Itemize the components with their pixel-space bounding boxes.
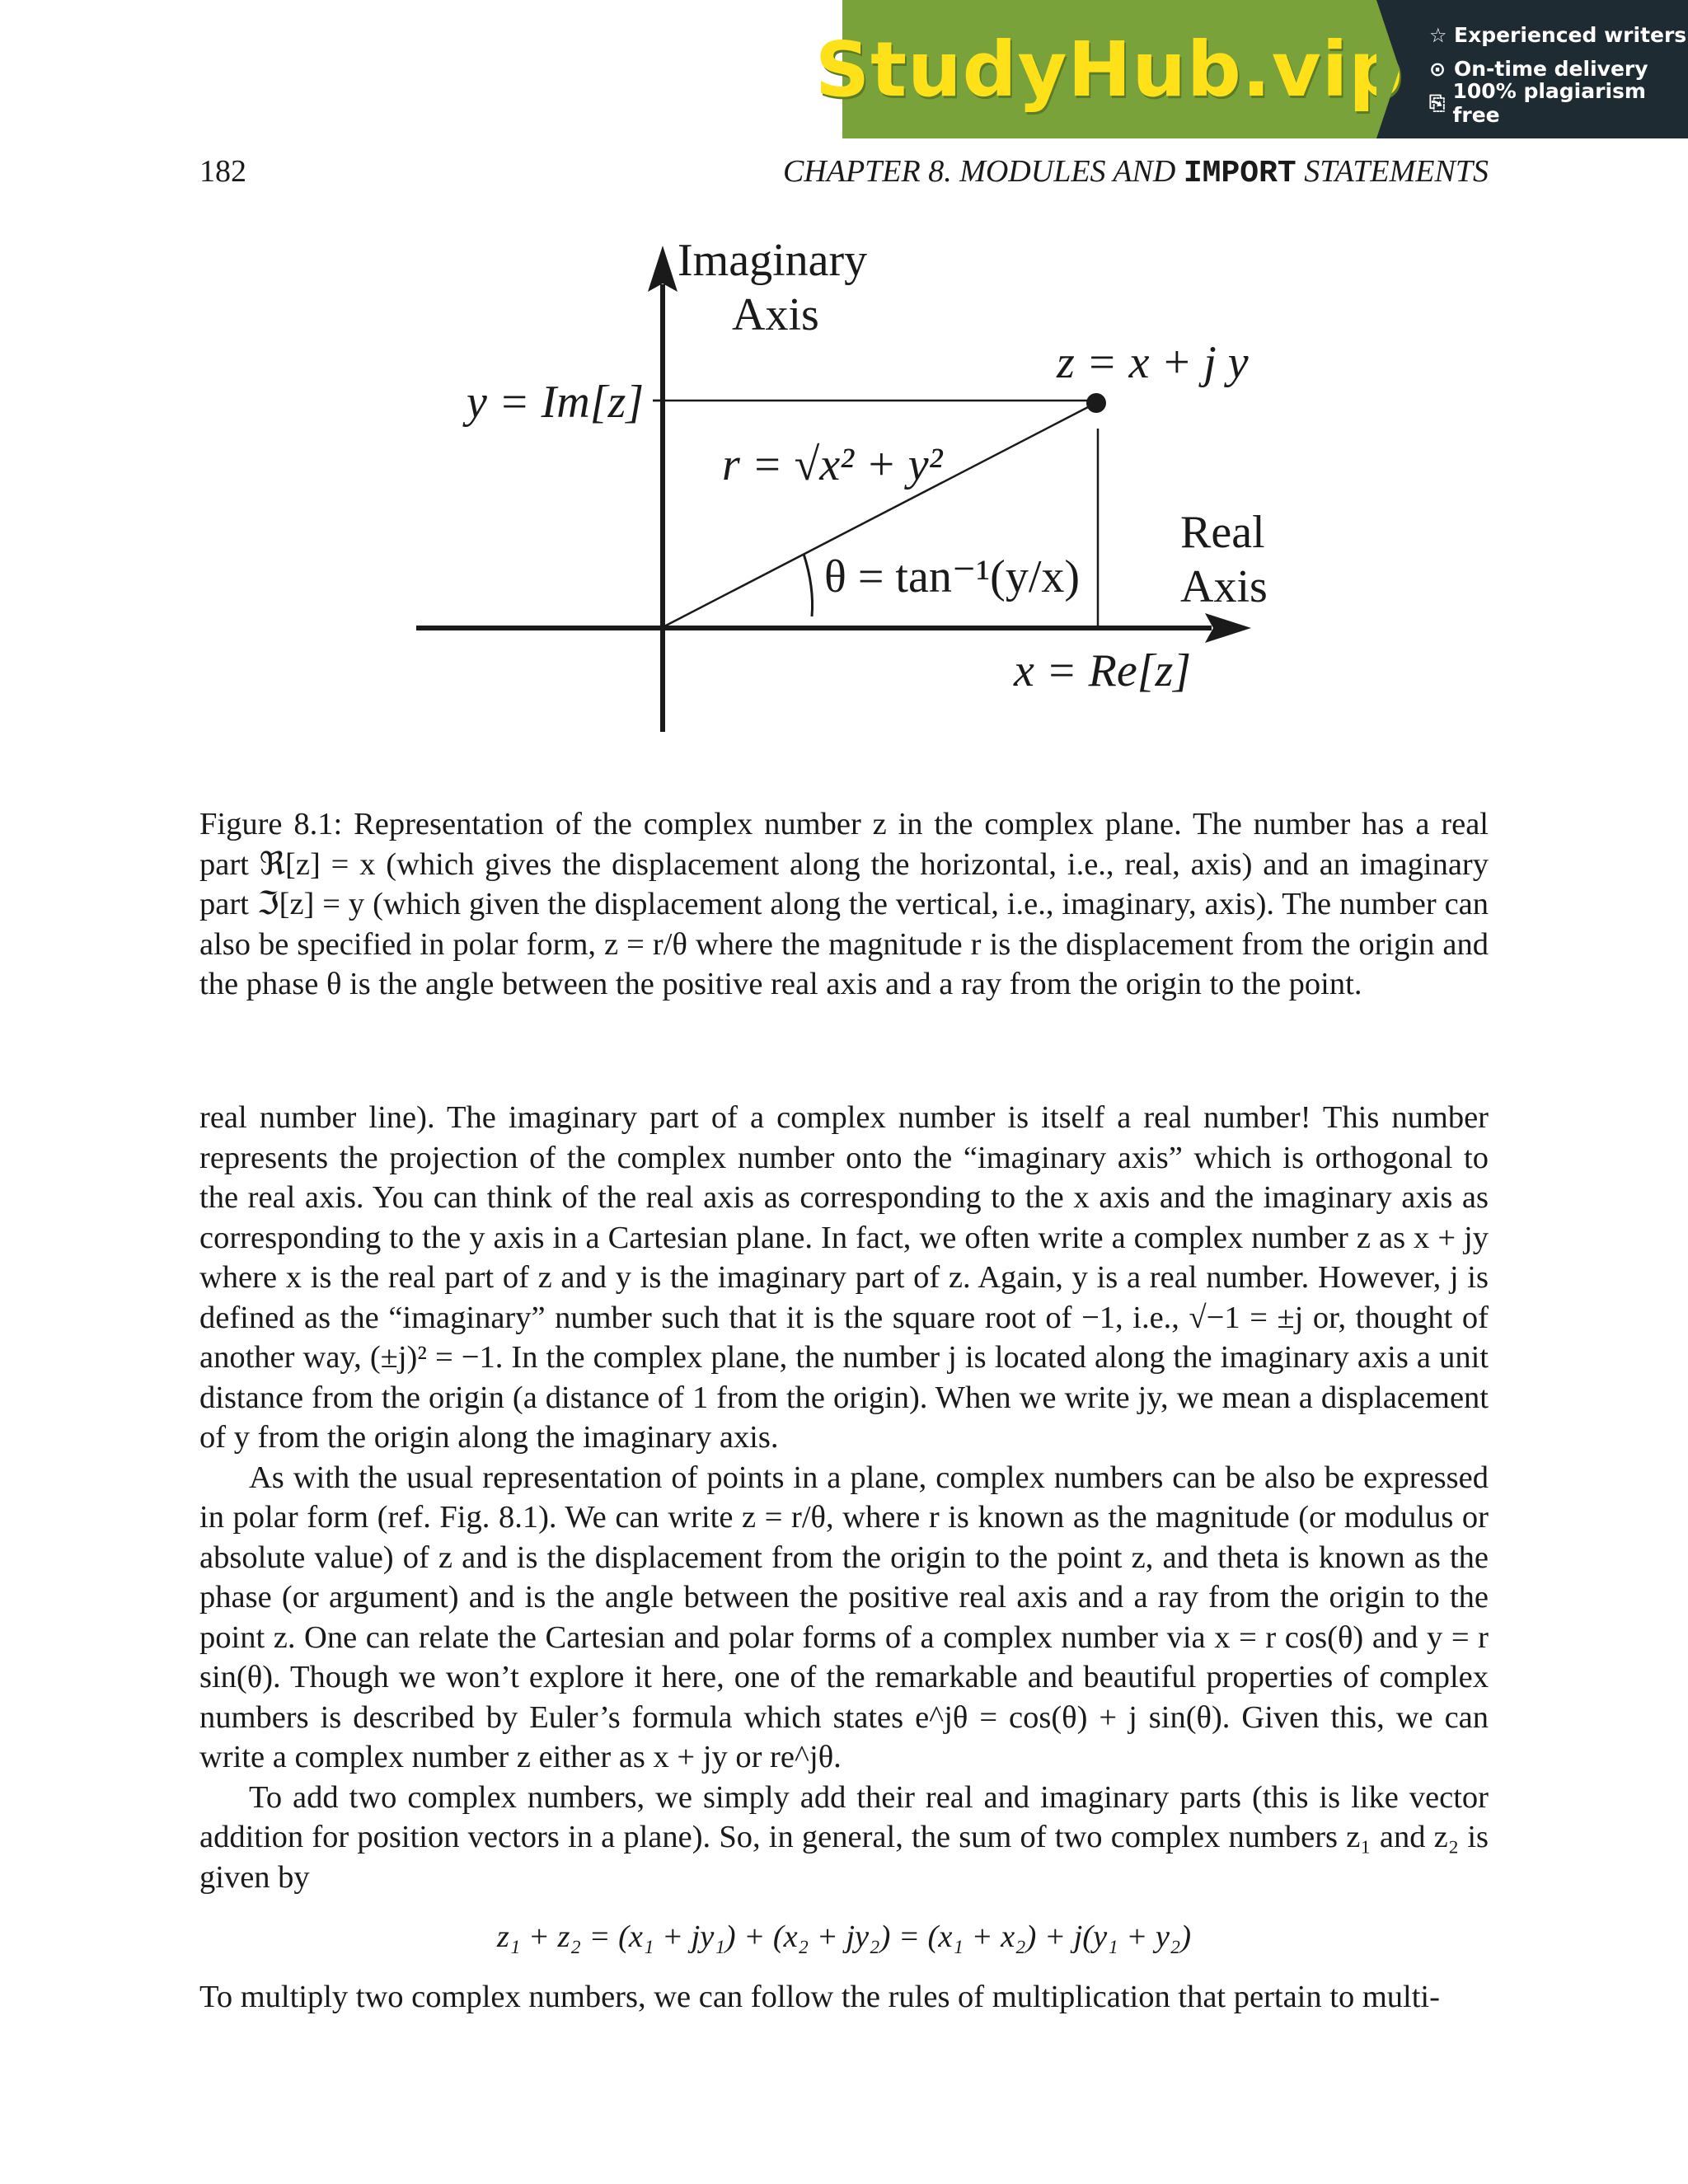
clock-icon: ⊙ (1429, 57, 1447, 81)
point-label: z = x + j y (1057, 337, 1249, 388)
complex-plane-figure (0, 0, 1688, 742)
page-number: 182 (199, 154, 246, 189)
y-label: y = Im[z] (467, 377, 645, 428)
copy-icon: ⎘ (1429, 91, 1446, 115)
x-label: x = Re[z] (1014, 645, 1192, 696)
paragraph: To add two complex numbers, we simply add their real and imaginary parts (this is like vector addition for position vectors in a plane). So, in general, the sum of two complex numbers z₁ and z₂ is given by (199, 1779, 1489, 1895)
chapter-suffix: STATEMENTS (1296, 154, 1489, 189)
real-axis-label-line1: Real (1180, 507, 1265, 558)
complex-point (1086, 393, 1106, 413)
angle-arc (804, 554, 813, 616)
r-label: r = √x² + y² (722, 439, 943, 490)
chapter-prefix: CHAPTER 8. MODULES AND (782, 154, 1184, 189)
imaginary-axis-label-line2: Axis (732, 289, 819, 340)
paragraph: To multiply two complex numbers, we can follow the rules of multiplication that pertain to multi- (199, 1979, 1440, 2014)
imaginary-axis-label-line1: Imaginary (678, 235, 868, 286)
star-icon: ☆ (1429, 23, 1447, 47)
theta-label: θ = tan⁻¹(y/x) (824, 551, 1081, 602)
figure-caption: Figure 8.1: Representation of the complex number z in the complex plane. The number has a real part ℜ[z] = x (which gives the displacement along the horizontal, i.e., real, axis) and an imaginary part ℑ[z] = y (which given the displacement along the vertical, i.e., imaginary, axis). The number can also be specified in polar form, z = r/θ where the magnitude r is the displacement from the origin and the phase θ is the angle between the positive real axis and a ray from the origin to the point. (199, 807, 1489, 1001)
equation: z₁ + z₂ = (x₁ + jy₁) + (x₂ + jy₂) = (x₁ + x₂) + j(y₁ + y₂) (496, 1919, 1192, 1954)
logo-text: StudyHub.vip (814, 25, 1404, 114)
paragraph: real number line). The imaginary part of a complex number is itself a real number! This number represents the projection of the complex number onto the “imaginary axis” which is orthogonal to the real axis. You can think of the real axis as corresponding to the x axis and the imaginary axis as corresponding to the y axis in a Cartesian plane. In fact, we often write a complex number z as x + jy where x is the real part of z and y is the imaginary part of z. Again, y is a real number. However, j is defined as the “imaginary” number such that it is the square root of −1, i.e., √−1 = ±j or, thought of another way, (±j)² = −1. In the complex plane, the number j is located along the imaginary axis a unit distance from the origin (a distance of 1 from the origin). When we write jy, we mean a displacement of y from the origin along the imaginary axis. (199, 1100, 1489, 1455)
chapter-code: IMPORT (1183, 156, 1296, 191)
real-axis-label-line2: Axis (1180, 561, 1268, 612)
paragraph: As with the usual representation of points in a plane, complex numbers can be also be expressed in polar form (ref. Fig. 8.1). We can write z = r/θ, where r is known as the magnitude (or modulus or absolute value) of z and is the displacement from the origin to the point z, and theta is known as the phase (or argument) and is the angle between the positive real axis and a ray from the origin to the point z. One can relate the Cartesian and polar forms of a complex number via x = r cos(θ) and y = r sin(θ). Though we won’t explore it here, one of the remarkable and beautiful properties of complex numbers is described by Euler’s formula which states e^jθ = cos(θ) + j sin(θ). Given this, we can write a complex number z either as x + jy or re^jθ. (199, 1460, 1489, 1774)
feature-label: 100% plagiarism free (1452, 78, 1646, 127)
feature-label: Experienced writers (1454, 23, 1687, 47)
feature-label: On-time delivery (1454, 57, 1648, 81)
body-text (199, 1098, 1489, 2017)
real-axis-arrow (1205, 613, 1251, 643)
